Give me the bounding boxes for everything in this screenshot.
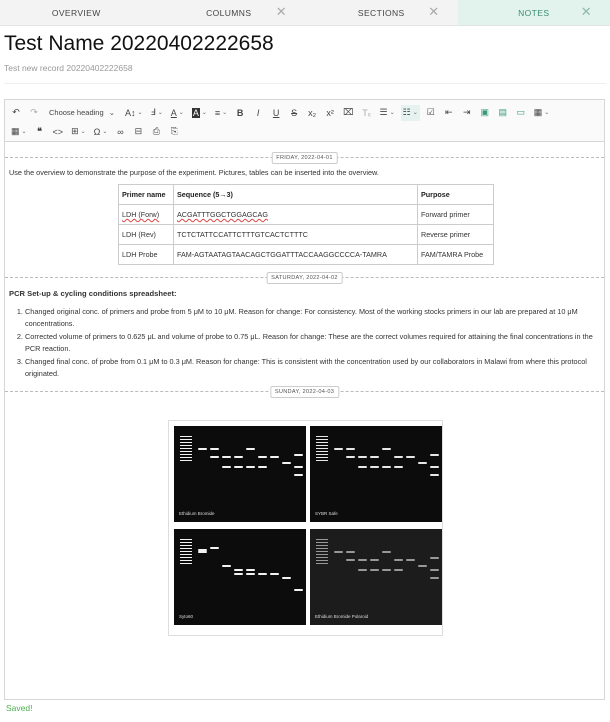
page-title[interactable]: Test Name 20220402222658 (4, 32, 274, 55)
gel-ladder-band (316, 442, 328, 443)
gel-band (430, 474, 439, 476)
gel-band (394, 569, 403, 571)
gel-ladder-band (316, 539, 328, 540)
gel-band (258, 573, 267, 575)
gel-band (222, 456, 231, 458)
gel-band (430, 569, 439, 571)
gel-band (394, 466, 403, 468)
indent-icon[interactable]: ⇥ (462, 107, 471, 117)
date-separator (5, 389, 604, 395)
gel-band (294, 454, 303, 456)
gel-band (358, 559, 367, 561)
tab-columns[interactable] (153, 0, 306, 25)
gel-band (234, 573, 243, 575)
gel-panel (174, 426, 306, 522)
close-icon[interactable]: ✕ (275, 4, 287, 19)
gel-band (334, 551, 343, 553)
horizontal-line-icon[interactable]: ⊟ (134, 126, 143, 136)
code-icon[interactable]: <> (52, 126, 64, 137)
gel-band (358, 569, 367, 571)
tab-notes[interactable] (458, 0, 610, 25)
gel-caption: Ethidium Bromide (179, 511, 215, 516)
table-cell: ACGATTTGGCTGGAGCAG (174, 205, 418, 225)
gel-band (382, 551, 391, 553)
gel-band (246, 569, 255, 571)
section-heading: PCR Set-up & cycling conditions spreadsheet: (9, 289, 177, 298)
subscript-icon[interactable]: x₂ (308, 107, 317, 118)
gel-ladder-band (180, 539, 192, 540)
gel-ladder-band (316, 457, 328, 458)
gel-band (234, 569, 243, 571)
gel-band (198, 448, 207, 450)
gel-band (282, 577, 291, 579)
gel-ladder-band (180, 557, 192, 558)
table-header: Primer name (119, 185, 174, 205)
media-icon[interactable]: ⊞ ⌄ (71, 126, 86, 136)
gel-band (282, 462, 291, 464)
image-icon[interactable]: ▦ ⌄ (533, 107, 550, 117)
table-cell: LDH Probe (119, 245, 174, 265)
gel-ladder-band (316, 548, 328, 549)
gel-ladder-band (316, 542, 328, 543)
file-icon[interactable]: ▤ (498, 107, 507, 117)
table-row (119, 225, 494, 245)
changes-list (9, 306, 600, 380)
gel-band (270, 456, 279, 458)
export-icon[interactable]: ⎘ (170, 126, 178, 136)
bulleted-list-icon[interactable]: ☰ ⌄ (379, 107, 395, 117)
gel-band (234, 456, 243, 458)
gel-ladder-band (316, 560, 328, 561)
gel-ladder-band (180, 545, 192, 546)
table-icon[interactable]: ▦ ⌄ (11, 126, 27, 136)
gel-band (270, 573, 279, 575)
gel-ladder-band (316, 563, 328, 564)
gel-band (358, 466, 367, 468)
table-cell: FAM-AGTAATAGTAACAGCTGGATTTACCAAGGCCCCA-TAMRA (174, 245, 418, 265)
gel-ladder-band (180, 542, 192, 543)
list-item: 3. Changed final conc. of probe from 0.1 μM to 0.3 μM. Reason for change: This is consistent with the concentration used by our collaborators in Malawi from where this protocol originated. (25, 356, 600, 380)
heading-dropdown[interactable] (45, 108, 119, 117)
gel-ladder-band (316, 448, 328, 449)
gel-ladder-band (180, 560, 192, 561)
gel-ladder-band (316, 460, 328, 461)
date-label: SUNDAY, 2022-04-03 (270, 386, 339, 398)
date-separator (5, 275, 604, 281)
gel-band (258, 456, 267, 458)
template-icon[interactable]: ▣ (480, 107, 489, 117)
gel-band (222, 565, 231, 567)
gel-band (346, 551, 355, 553)
close-icon[interactable]: ✕ (580, 4, 592, 19)
link-icon[interactable]: ∞ (117, 126, 124, 137)
header-divider (4, 83, 606, 84)
box-icon[interactable]: ▭ (516, 107, 525, 117)
table-cell: TCTCTATTCCATTCTTTGTCACTCTTTC (174, 225, 418, 245)
gel-caption: SYBR Safe (315, 511, 338, 516)
gel-band (418, 565, 427, 567)
clear-format-icon[interactable]: Tₓ (362, 107, 371, 118)
gel-ladder-band (316, 454, 328, 455)
gel-band (334, 448, 343, 450)
intro-paragraph: Use the overview to demonstrate the purpose of the experiment. Pictures, tables can be inserted into the overview. (9, 168, 379, 177)
gel-ladder-band (316, 451, 328, 452)
date-separator (5, 155, 604, 161)
gel-caption: Syto60 (179, 614, 194, 619)
list-item: 1. Changed original conc. of primers and probe from 5 μM to 10 μM. Reason for change: For consistency. Most of the working stocks primers in our lab are prepared at 10 μM concentrations. (25, 306, 600, 330)
gel-band (382, 569, 391, 571)
gel-band (346, 448, 355, 450)
gel-ladder-band (180, 442, 192, 443)
gel-ladder-band (180, 451, 192, 452)
gel-panel (310, 426, 442, 522)
table-row (119, 205, 494, 225)
gel-panel (310, 529, 442, 625)
tab-overview[interactable] (0, 0, 153, 25)
gel-band (210, 448, 219, 450)
table-cell: Forward primer (418, 205, 494, 225)
gel-band (370, 456, 379, 458)
font-background-icon[interactable]: A ⌄ (192, 107, 207, 118)
font-family-icon[interactable]: Ⅎ ⌄ (150, 107, 163, 117)
font-color-icon[interactable]: A ⌄ (170, 107, 184, 118)
gel-band (394, 456, 403, 458)
table-row (119, 245, 494, 265)
table-cell: FAM/TAMRA Probe (418, 245, 494, 265)
gel-band (234, 466, 243, 468)
gel-band (294, 589, 303, 591)
pdf-icon[interactable]: ⎙ (152, 126, 160, 136)
quote-icon[interactable]: ❝ (37, 126, 42, 136)
italic-icon[interactable]: I (256, 107, 260, 118)
gel-band (258, 466, 267, 468)
special-chars-icon[interactable]: Ω ⌄ (93, 126, 108, 137)
notes-editor (4, 99, 605, 700)
gel-ladder-band (316, 554, 328, 555)
gel-ladder-band (180, 460, 192, 461)
gel-band (198, 551, 207, 553)
redo-icon[interactable]: ↷ (30, 107, 38, 117)
gel-ladder-band (316, 557, 328, 558)
gel-band (222, 466, 231, 468)
gel-band (294, 474, 303, 476)
tab-notes-label: NOTES (518, 7, 550, 18)
underline-icon[interactable]: U (272, 107, 280, 118)
gel-band (370, 569, 379, 571)
table-header-row (119, 185, 494, 205)
undo-icon[interactable]: ↶ (12, 107, 20, 117)
editor-content[interactable] (5, 142, 604, 395)
gel-ladder-band (180, 445, 192, 446)
tab-sections-label: SECTIONS (357, 7, 405, 18)
gel-ladder-band (180, 439, 192, 440)
gel-band (370, 559, 379, 561)
date-label: FRIDAY, 2022-04-01 (271, 152, 338, 164)
align-icon[interactable]: ≡ ⌄ (214, 107, 228, 118)
gel-ladder-band (316, 445, 328, 446)
gel-band (418, 462, 427, 464)
table-cell: Reverse primer (418, 225, 494, 245)
gel-band (294, 466, 303, 468)
gel-band (430, 557, 439, 559)
gel-band (246, 573, 255, 575)
gel-band (346, 456, 355, 458)
tab-bar (0, 0, 610, 26)
gel-band (210, 547, 219, 549)
gel-band (430, 577, 439, 579)
gel-ladder-band (180, 436, 192, 437)
gel-panel (174, 529, 306, 625)
gel-ladder-band (316, 551, 328, 552)
table-cell: LDH (Forw) (119, 205, 174, 225)
superscript-icon[interactable]: x² (326, 107, 334, 118)
close-icon[interactable]: ✕ (428, 4, 440, 19)
chevron-down-icon: ⌄ (108, 108, 115, 117)
tab-overview-label: OVERVIEW (51, 7, 101, 18)
heading-dropdown-label: Choose heading (49, 108, 104, 117)
gel-band (430, 466, 439, 468)
gel-band (246, 448, 255, 450)
gel-ladder-band (180, 551, 192, 552)
editor-toolbar (5, 100, 604, 142)
gel-ladder-band (180, 457, 192, 458)
todo-list-icon[interactable]: ☑ (426, 107, 435, 117)
tab-columns-label: COLUMNS (206, 7, 252, 18)
save-status: Saved! (6, 703, 33, 713)
gel-band (382, 448, 391, 450)
page-subtitle[interactable]: Test new record 20220402222658 (4, 63, 133, 73)
gel-caption: Ethidium Bromide Polaroid (315, 614, 369, 619)
gel-ladder-band (316, 436, 328, 437)
table-header: Purpose (418, 185, 494, 205)
gel-band (430, 454, 439, 456)
table-cell: LDH (Rev) (119, 225, 174, 245)
gel-ladder-band (180, 548, 192, 549)
gel-ladder-band (180, 554, 192, 555)
gel-ladder-band (180, 563, 192, 564)
numbered-list-icon[interactable]: ☷ ⌄ (401, 105, 420, 121)
gel-ladder-band (180, 454, 192, 455)
list-item: 2. Corrected volume of primers to 0.625 μL and volume of probe to 0.75 μL. Reason for change: These are the correct volumes required for attaining the final concentrations in the PCR reaction. (25, 331, 600, 355)
remove-format-icon[interactable]: ⌧ (343, 107, 354, 117)
gel-band (358, 456, 367, 458)
gel-band (382, 466, 391, 468)
bold-icon[interactable]: B (236, 107, 244, 118)
tab-sections[interactable] (305, 0, 458, 25)
gel-ladder-band (180, 448, 192, 449)
outdent-icon[interactable]: ⇤ (444, 107, 453, 117)
gel-band (246, 466, 255, 468)
font-size-icon[interactable]: A↕ ⌄ (125, 107, 143, 118)
gel-band (394, 559, 403, 561)
gel-band (370, 466, 379, 468)
gel-band (346, 559, 355, 561)
strikethrough-icon[interactable]: S (291, 107, 298, 118)
gel-band (210, 456, 219, 458)
date-label: SATURDAY, 2022-04-02 (266, 272, 343, 284)
primer-table (118, 184, 494, 265)
table-header: Sequence (5→3) (174, 185, 418, 205)
gel-ladder-band (316, 439, 328, 440)
gel-ladder-band (316, 545, 328, 546)
gel-electrophoresis-image[interactable] (168, 420, 443, 636)
gel-band (406, 456, 415, 458)
gel-band (406, 559, 415, 561)
